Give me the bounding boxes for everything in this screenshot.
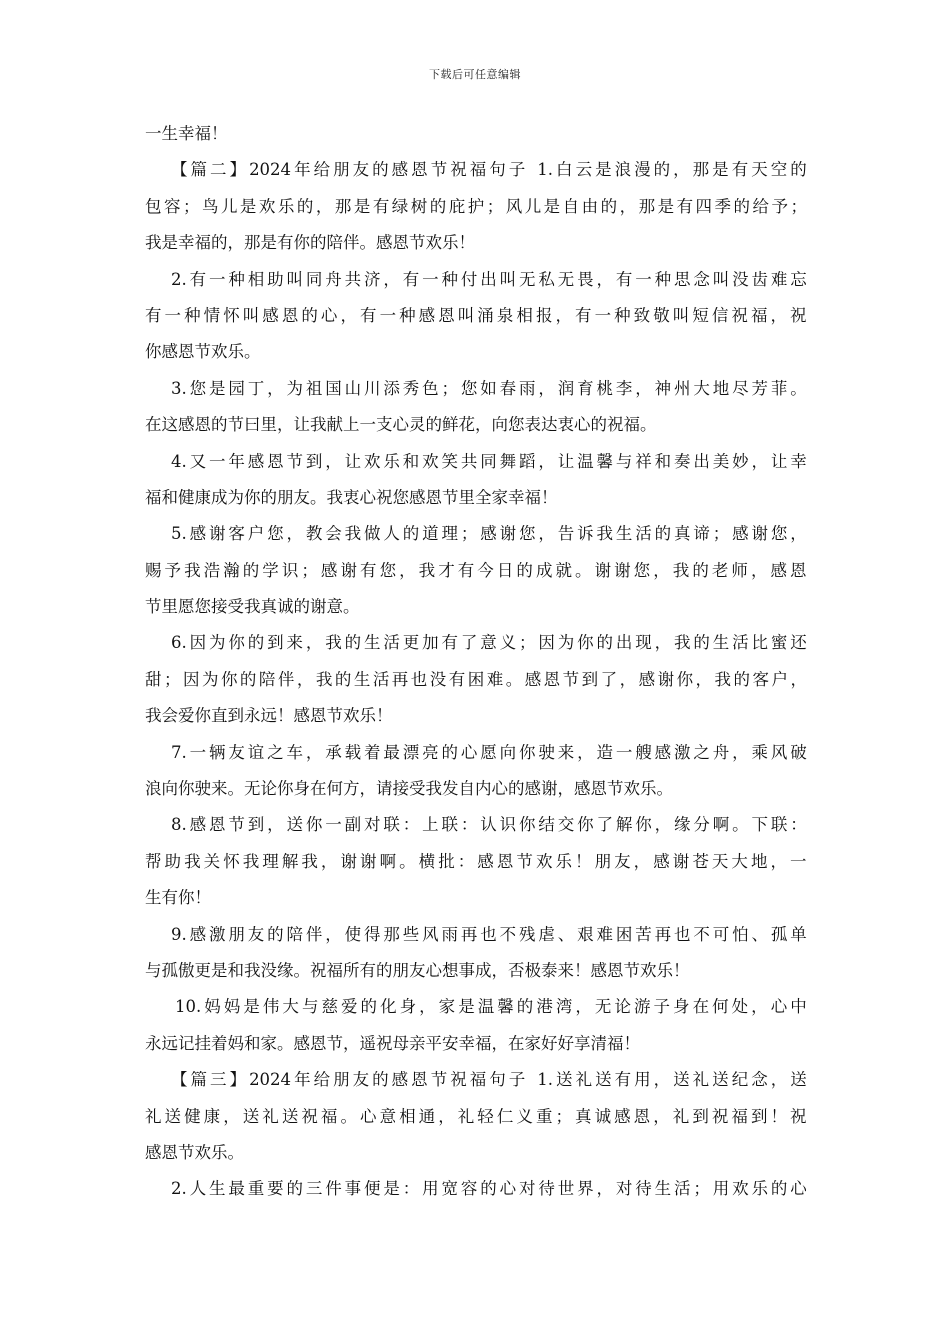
document-body xyxy=(145,116,807,1208)
text-line: 2. 人 生 最 重 要 的 三 件 事 便 是 ： 用 宽 容 的 心 对 待 世 界 ， 对 待 生 活 ； 用 欢 乐 的 心 xyxy=(171,1179,807,1199)
text-line: 你感恩节欢乐。 xyxy=(145,342,261,362)
text-line: 帮 助 我 关 怀 我 理 解 我 ， 谢 谢 啊 。 横 批 ： 感 恩 节 欢 乐 ！ 朋 友 ， 感 谢 苍 天 大 地 ， 一 xyxy=(145,851,807,871)
text-line: 甜 ； 因 为 你 的 陪 伴 ， 我 的 生 活 再 也 没 有 困 难 。 感 恩 节 到 了 ， 感 谢 你 ， 我 的 客 户 ， xyxy=(145,669,807,689)
text-line: 感恩节欢乐。 xyxy=(145,1142,244,1162)
text-line: 4. 又 一 年 感 恩 节 到 ， 让 欢 乐 和 欢 笑 共 同 舞 蹈 ， 让 温 馨 与 祥 和 奏 出 美 妙 ， 让 幸 xyxy=(171,451,807,471)
text-line: 【 篇 三 】 2024 年 给 朋 友 的 感 恩 节 祝 福 句 子 1. 送 礼 送 有 用 ， 送 礼 送 纪 念 ， 送 xyxy=(171,1070,807,1090)
text-line: 7. 一 辆 友 谊 之 车 ， 承 载 着 最 漂 亮 的 心 愿 向 你 驶 来 ， 造 一 艘 感 激 之 舟 ， 乘 风 破 xyxy=(171,742,807,762)
page-header: 下载后可任意编辑 xyxy=(429,68,521,81)
text-line: 6. 因 为 你 的 到 来 ， 我 的 生 活 更 加 有 了 意 义 ； 因 为 你 的 出 现 ， 我 的 生 活 比 蜜 还 xyxy=(171,633,807,653)
text-line: 有 一 种 情 怀 叫 感 恩 的 心 ， 有 一 种 感 恩 叫 涌 泉 相 报 ， 有 一 种 致 敬 叫 短 信 祝 福 ， 祝 xyxy=(145,305,807,325)
text-line: 生有你！ xyxy=(145,888,211,908)
text-line: 3. 您 是 园 丁 ， 为 祖 国 山 川 添 秀 色 ； 您 如 春 雨 ， 润 育 桃 李 ， 神 州 大 地 尽 芳 菲 。 xyxy=(171,378,807,398)
text-line: 5. 感 谢 客 户 您 ， 教 会 我 做 人 的 道 理 ； 感 谢 您 ， 告 诉 我 生 活 的 真 谛 ； 感 谢 您 ， xyxy=(171,524,807,544)
text-line: 浪向你驶来。无论你身在何方，请接受我发自内心的感谢，感恩节欢乐。 xyxy=(145,779,673,799)
text-line: 我是幸福的，那是有你的陪伴。感恩节欢乐！ xyxy=(145,233,475,253)
text-line: 我会爱你直到永远！感恩节欢乐！ xyxy=(145,706,393,726)
text-line: 礼 送 健 康 ， 送 礼 送 祝 福 。 心 意 相 通 ， 礼 轻 仁 义 重 ； 真 诚 感 恩 ， 礼 到 祝 福 到 ！ 祝 xyxy=(145,1106,807,1126)
text-line: 8. 感 恩 节 到 ， 送 你 一 副 对 联 ： 上 联 ： 认 识 你 结 交 你 了 解 你 ， 缘 分 啊 。 下 联 ： xyxy=(171,815,807,835)
text-line: 包 容 ； 鸟 儿 是 欢 乐 的 ， 那 是 有 绿 树 的 庇 护 ； 风 儿 是 自 由 的 ， 那 是 有 四 季 的 给 予 ； xyxy=(145,196,807,216)
text-line: 节里愿您接受我真诚的谢意。 xyxy=(145,597,360,617)
text-line: 9. 感 激 朋 友 的 陪 伴 ， 使 得 那 些 风 雨 再 也 不 残 虐 、 艰 难 困 苦 再 也 不 可 怕 、 孤 单 xyxy=(171,924,807,944)
text-line: 永远记挂着妈和家。感恩节，遥祝母亲平安幸福，在家好好享清福！ xyxy=(145,1033,640,1053)
text-line: 与孤傲更是和我没缘。祝福所有的朋友心想事成，否极泰来！感恩节欢乐！ xyxy=(145,960,690,980)
text-line: 在这感恩的节曰里，让我献上一支心灵的鲜花，向您表达衷心的祝福。 xyxy=(145,415,657,435)
text-line: 2. 有 一 种 相 助 叫 同 舟 共 济 ， 有 一 种 付 出 叫 无 私 无 畏 ， 有 一 种 思 念 叫 没 齿 难 忘 xyxy=(171,269,807,289)
text-line: 赐 予 我 浩 瀚 的 学 识 ； 感 谢 有 您 ， 我 才 有 今 日 的 成 就 。 谢 谢 您 ， 我 的 老 师 ， 感 恩 xyxy=(145,560,807,580)
text-line: 【 篇 二 】 2024 年 给 朋 友 的 感 恩 节 祝 福 句 子 1. 白 云 是 浪 漫 的 ， 那 是 有 天 空 的 xyxy=(171,160,807,180)
text-line: 一生幸福！ xyxy=(145,124,228,143)
text-line: 10. 妈 妈 是 伟 大 与 慈 爱 的 化 身 ， 家 是 温 馨 的 港 湾 ， 无 论 游 子 身 在 何 处 ， 心 中 xyxy=(175,997,807,1017)
text-line: 福和健康成为你的朋友。我衷心祝您感恩节里全家幸福！ xyxy=(145,487,558,507)
